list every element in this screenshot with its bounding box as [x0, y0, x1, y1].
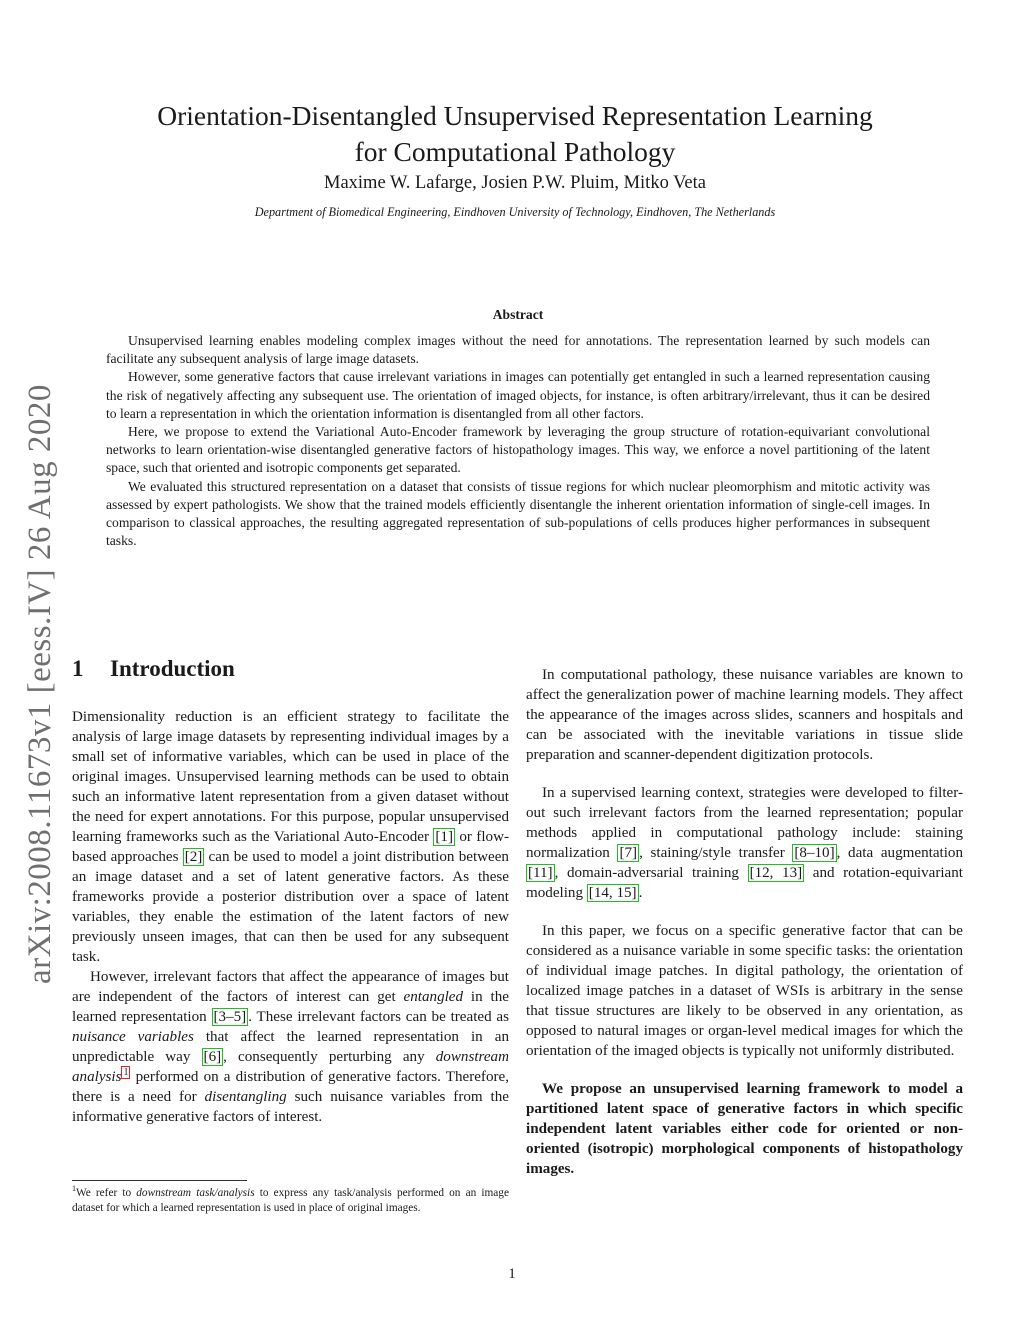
- text-run: and rotation-equivariant modeling: [526, 865, 963, 901]
- emphasis: entangled: [403, 989, 464, 1005]
- authors: Maxime W. Lafarge, Josien P.W. Pluim, Mitko Veta: [324, 173, 706, 193]
- citation-link[interactable]: [12, 13]: [749, 865, 803, 881]
- citation-link[interactable]: [1]: [435, 829, 453, 845]
- section-number: 1: [72, 656, 84, 681]
- page-number: 1: [508, 1266, 516, 1282]
- text-run: . These irrelevant factors can be treated as: [248, 1009, 510, 1025]
- abstract-paragraph: Unsupervised learning enables modeling complex images without the need for annotations. The representation learned by such models can facilitate any subsequent analysis of large image datasets.: [106, 333, 930, 367]
- footnote: [72, 1186, 509, 1215]
- intro-paragraph-4: [526, 783, 963, 903]
- affiliation: Department of Biomedical Engineering, Eindhoven University of Technology, Eindhoven, The Netherlands: [254, 205, 776, 219]
- right-column: [526, 665, 963, 1179]
- text-run: Dimensionality reduction is an efficient strategy to facilitate the analysis of large image datasets by representing individual images by a small set of informative variables, which can be used in place of the original images. Unsupervised learning methods can be used to obtain such an informative latent representation from a given dataset without the need for expert annotations. For this purpose, popular unsupervised learning frameworks such as the Variational Auto-Encoder: [72, 709, 509, 845]
- section-heading: [72, 656, 235, 682]
- abstract-body: [106, 332, 930, 550]
- footnote-rule: [72, 1180, 247, 1181]
- citation-link[interactable]: [7]: [619, 845, 638, 861]
- citation-link[interactable]: [8–10]: [794, 845, 835, 861]
- emphasis: downstream analysis: [72, 1049, 509, 1085]
- emphasis: disentangling: [204, 1089, 287, 1105]
- text-run: We refer to: [76, 1187, 137, 1199]
- citation-link[interactable]: [6]: [203, 1049, 222, 1065]
- emphasis: downstream task/analysis: [136, 1187, 255, 1199]
- intro-paragraph-5: In this paper, we focus on a specific generative factor that can be considered as a nuisance variable in some specific tasks: the orientation of individual image patches. In digital pathology, the orientation of localized image patches in a dataset of WSIs is arbitrary in the sense that tissue structures are likely to be observed in any orientation, as opposed to natural images or organ-level medical images for which the orientation of the imaged objects is typically not uniformly distributed.: [526, 923, 963, 1059]
- contribution-statement: We propose an unsupervised learning framework to model a partitioned latent space of generative factors in which specific independent latent variables either code for oriented or non-oriented (isotropic) morphological components of histopathology images.: [526, 1081, 963, 1177]
- left-column: [72, 707, 509, 1127]
- text-run: , staining/style transfer: [639, 845, 793, 861]
- paper-title: [100, 98, 930, 170]
- text-run: that affect the learned representation in an unpredictable way: [72, 1029, 509, 1065]
- citation-link[interactable]: [11]: [528, 865, 553, 881]
- text-run: However, irrelevant factors that affect the appearance of images but are independent of the factors of interest can get: [72, 969, 509, 1005]
- text-run: , data augmentation: [836, 845, 963, 861]
- text-run: In a supervised learning context, strategies were developed to filter-out such irrelevant factors from the learned representation; popular methods applied in computational pathology include: staining normalization: [526, 785, 963, 861]
- text-run: , domain-adversarial training: [554, 865, 748, 881]
- arxiv-identifier-stamp: arXiv:2008.11673v1 [eess.IV] 26 Aug 2020: [22, 384, 58, 984]
- text-run: , consequently perturbing any: [223, 1049, 436, 1065]
- intro-paragraph-3: In computational pathology, these nuisance variables are known to affect the generalization power of machine learning models. They affect the appearance of the images across slides, scanners and hospitals and can be associated with the inevitable variations in tissue slide preparation and scanner-dependent digitization protocols.: [526, 667, 963, 763]
- abstract-paragraph: However, some generative factors that cause irrelevant variations in images can potentially get entangled in such a learned representation causing the risk of negatively affecting any subsequent use. The orientation of imaged objects, for instance, is often arbitrary/irrelevant, thus it can be desired to learn a representation in which the orientation information is disentangled from all other factors.: [106, 369, 930, 421]
- title-line-2: for Computational Pathology: [354, 136, 676, 168]
- abstract-paragraph: We evaluated this structured representation on a dataset that consists of tissue regions for which nuclear pleomorphism and mitotic activity was assessed by expert pathologists. We show that the trained models efficiently disentangle the inherent orientation information of single-cell images. In comparison to classical approaches, the resulting aggregated representation of sub-populations of cells produces higher performances in subsequent tasks.: [106, 478, 930, 549]
- text-run: such nuisance variables from the informative generative factors of interest.: [72, 1089, 509, 1125]
- emphasis: nuisance variables: [72, 1029, 194, 1045]
- text-run: performed on a distribution of generative factors. Therefore, there is a need for: [72, 1069, 509, 1105]
- abstract-paragraph: Here, we propose to extend the Variational Auto-Encoder framework by leveraging the group structure of rotation-equivariant convolutional networks to learn orientation-wise disentangled generative factors of histopathology images. This way, we enforce a novel partitioning of the latent space, such that oriented and isotropic components get separated.: [106, 424, 930, 476]
- text-run: or flow-based approaches: [72, 829, 509, 865]
- citation-link[interactable]: [3–5]: [213, 1009, 247, 1025]
- footnote-number: 1: [72, 1184, 76, 1194]
- text-run: to express any task/analysis performed on an image dataset for which a learned representation is used in place of original images.: [72, 1187, 509, 1214]
- citation-link[interactable]: [14, 15]: [588, 885, 637, 901]
- text-run: can be used to model a joint distribution between an image dataset and a set of latent generative factors. As these frameworks provide a posterior distribution over a space of latent variables, they enable the estimation of the latent factors of new previously unseen images, that can then be used for any subsequent task.: [72, 849, 509, 965]
- intro-paragraph-1: [72, 707, 509, 967]
- intro-paragraph-2: [72, 967, 509, 1127]
- text-run: in the learned representation: [72, 989, 509, 1025]
- title-line-1: Orientation-Disentangled Unsupervised Representation Learning: [157, 100, 873, 132]
- abstract-heading: Abstract: [492, 307, 544, 322]
- citation-link[interactable]: [2]: [184, 849, 203, 865]
- footnote-link[interactable]: 1: [123, 1066, 129, 1078]
- text-run: .: [638, 885, 643, 901]
- section-title: Introduction: [110, 656, 235, 681]
